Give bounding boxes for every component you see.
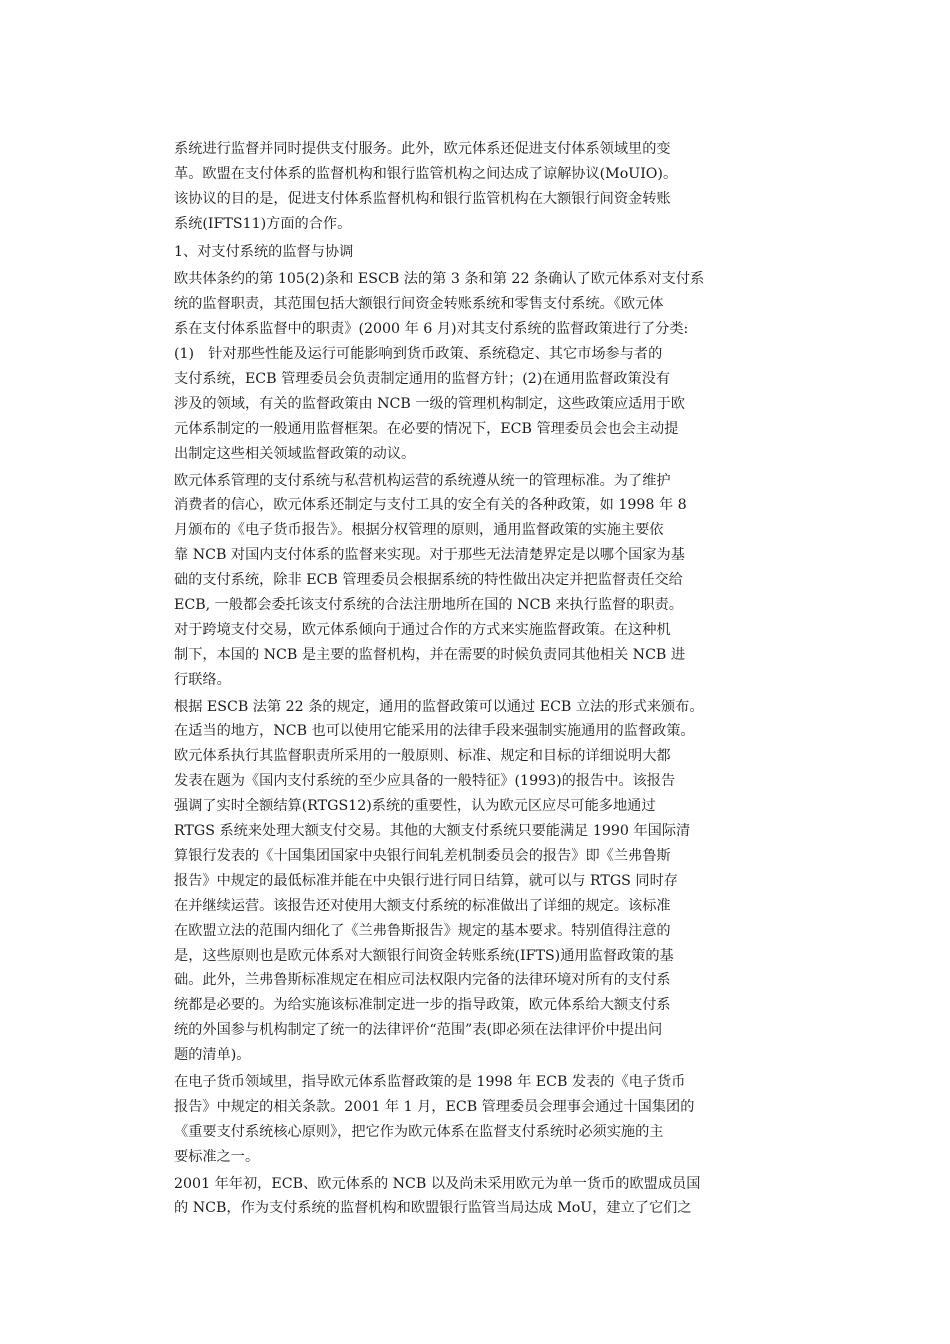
- text-line: 系在支付体系监督中的职责》(2000 年 6 月)对其支付系统的监督政策进行了分类:: [174, 321, 689, 338]
- section-heading: [174, 240, 786, 265]
- paragraph: [174, 695, 786, 1068]
- text-line: 欧元体系执行其监督职责所采用的一般原则、标准、规定和目标的详细说明大都: [174, 748, 671, 765]
- text-line: ECB, 一般都会委托该支付系统的合法注册地所在国的 NCB 来执行监督的职责。: [174, 597, 683, 614]
- text-line: 欧元体系管理的支付系统与私营机构运营的系统遵从统一的管理标准。为了维护: [174, 472, 671, 489]
- text-line: 系统进行监督并同时提供支付服务。此外，欧元体系还促进支付体系领域里的变: [174, 141, 671, 157]
- text-line: 元体系制定的一般通用监督框架。在必要的情况下，ECB 管理委员会也会主动提: [174, 420, 679, 437]
- text-line: 支付系统，ECB 管理委员会负责制定通用的监督方针；(2)在通用监督政策没有: [174, 371, 671, 388]
- paragraph: [174, 1172, 786, 1222]
- text-line: 在并继续运营。该报告还对使用大额支付系统的标准做出了详细的规定。该标准: [174, 897, 671, 914]
- text-line: 统都是必要的。为给实施该标准制定进一步的指导政策，欧元体系给大额支付系: [174, 997, 671, 1014]
- text-line: 革。欧盟在支付体系的监督机构和银行监管机构之间达成了谅解协议(MoUIO)。: [174, 165, 678, 182]
- text-line: RTGS 系统来处理大额支付交易。其他的大额支付系统只要能满足 1990 年国际清: [174, 823, 691, 840]
- text-line: 对于跨境支付交易，欧元体系倾向于通过合作的方式来实施监督政策。在这种机: [174, 621, 671, 638]
- text-line: 题的清单)。: [174, 1047, 251, 1064]
- text-line: 发表在题为《国内支付系统的至少应具备的一般特征》(1993)的报告中。该报告: [174, 773, 676, 790]
- text-line: 制下，本国的 NCB 是主要的监督机构，并在需要的时候负责同其他相关 NCB 进: [174, 646, 686, 663]
- text-line: 算银行发表的《十国集团国家中央银行间轧差机制委员会的报告》即《兰弗鲁斯: [174, 847, 671, 864]
- text-line: 月颁布的《电子货币报告》。根据分权管理的原则，通用监督政策的实施主要依: [174, 522, 664, 539]
- text-line: 出制定这些相关领域监督政策的动议。: [174, 445, 416, 462]
- paragraph: [174, 1070, 786, 1170]
- text-line: 根据 ESCB 法第 22 条的规定，通用的监督政策可以通过 ECB 立法的形式来颁布。: [174, 698, 704, 715]
- text-line: 在适当的地方，NCB 也可以使用它能采用的法律手段来强制实施通用的监督政策。: [174, 723, 695, 740]
- text-line: 在电子货币领域里，指导欧元体系监督政策的是 1998 年 ECB 发表的《电子货币: [174, 1073, 686, 1090]
- text-line: 靠 NCB 对国内支付体系的监督来实现。对于那些无法清楚界定是以哪个国家为基: [174, 547, 685, 564]
- text-line: 统的监督职责，其范围包括大额银行间资金转账系统和零售支付系统。《欧元体: [174, 296, 664, 313]
- paragraph: [174, 469, 786, 693]
- text-line: 1、对支付系统的监督与协调: [174, 243, 354, 260]
- paragraph: [174, 267, 786, 466]
- paragraph: [174, 137, 786, 237]
- text-line: 系统(IFTS11)方面的合作。: [174, 215, 352, 232]
- text-line: 报告》中规定的相关条款。2001 年 1 月，ECB 管理委员会理事会通过十国集团的: [174, 1098, 695, 1115]
- text-line: (1) 针对那些性能及运行可能影响到货币政策、系统稳定、其它市场参与者的: [174, 346, 663, 363]
- text-line: 报告》中规定的最低标准并能在中央银行进行同日结算，就可以与 RTGS 同时存: [174, 872, 678, 889]
- text-line: 要标准之一。: [174, 1148, 260, 1165]
- text-line: 《重要支付系统核心原则》，把它作为欧元体系在监督支付系统时必须实施的主: [174, 1123, 664, 1140]
- text-line: 础。此外，兰弗鲁斯标准规定在相应司法权限内完备的法律环境对所有的支付系: [174, 972, 671, 989]
- text-line: 欧共体条约的第 105(2)条和 ESCB 法的第 3 条和第 22 条确认了欧元体系对支付系: [174, 271, 705, 288]
- text-line: 消费者的信心，欧元体系还制定与支付工具的安全有关的各种政策，如 1998 年 8: [174, 497, 687, 514]
- text-line: 行联络。: [174, 671, 231, 688]
- text-line: 强调了实时全额结算(RTGS12)系统的重要性，认为欧元区应尽可能多地通过: [174, 798, 656, 815]
- text-line: 是，这些原则也是欧元体系对大额银行间资金转账系统(IFTS)通用监督政策的基: [174, 947, 674, 964]
- text-line: 在欧盟立法的范围内细化了《兰弗鲁斯报告》规定的基本要求。特别值得注意的: [174, 922, 671, 939]
- text-line: 的 NCB，作为支付系统的监督机构和欧盟银行监管当局达成 MoU，建立了它们之: [174, 1200, 692, 1217]
- text-line: 该协议的目的是，促进支付体系监督机构和银行监管机构在大额银行间资金转账: [174, 190, 671, 207]
- text-line: 统的外国参与机构制定了统一的法律评价“范围”表(即必须在法律评价中提出问: [174, 1022, 663, 1039]
- text-line: 2001 年年初，ECB、欧元体系的 NCB 以及尚未采用欧元为单一货币的欧盟成员国: [174, 1175, 701, 1192]
- text-line: 涉及的领域，有关的监督政策由 NCB 一级的管理机构制定，这些政策应适用于欧: [174, 395, 685, 412]
- text-line: 础的支付系统，除非 ECB 管理委员会根据系统的特性做出决定并把监督责任交给: [174, 572, 683, 589]
- document-page: [174, 137, 786, 1221]
